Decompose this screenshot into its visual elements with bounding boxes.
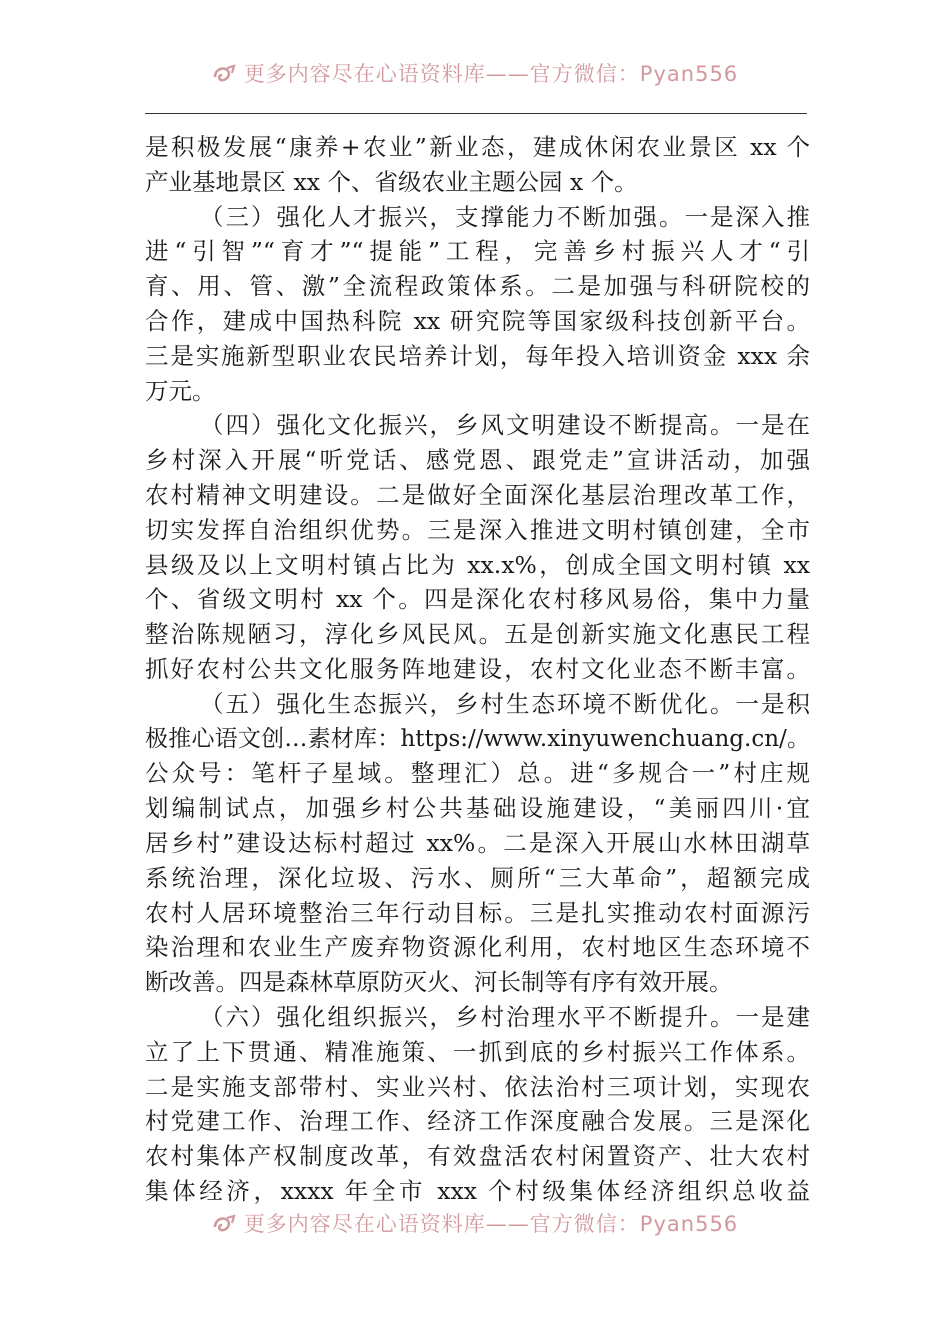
body-line: 居乡村”建设达标村超过 xx%。二是深入开展山水林田湖草	[145, 828, 810, 857]
body-line: 整治陈规陋习，淳化乡风民风。五是创新实施文化惠民工程	[145, 620, 810, 649]
logo-icon	[212, 1213, 238, 1235]
body-line: 公众号：笔杆子星域。整理汇）总。进“多规合一”村庄规	[145, 759, 810, 788]
body-line: （六）强化组织振兴，乡村治理水平不断提升。一是建	[200, 1002, 810, 1031]
body-line: 乡村深入开展“听党话、感党恩、跟党走”宣讲活动，加强	[145, 446, 810, 475]
body-line: 集体经济，xxxx 年全市 xxx 个村级集体经济组织总收益	[145, 1176, 810, 1205]
document-body	[145, 130, 810, 1209]
body-line: 划编制试点，加强乡村公共基础设施建设，“美丽四川·宜	[145, 794, 810, 823]
body-line: （三）强化人才振兴，支撑能力不断加强。一是深入推	[200, 202, 810, 231]
body-line: 进“引智”“育才”“提能”工程，完善乡村振兴人才“引	[145, 237, 810, 266]
footer-watermark	[0, 1208, 950, 1238]
body-line: 村党建工作、治理工作、经济工作深度融合发展。三是深化	[145, 1107, 810, 1136]
body-line: 万元。	[145, 376, 216, 405]
body-line: 切实发挥自治组织优势。三是深入推进文明村镇创建，全市	[145, 515, 810, 544]
body-line: （五）强化生态振兴，乡村生态环境不断优化。一是积	[200, 689, 810, 718]
header-rule	[145, 113, 807, 114]
body-line: 个、省级文明村 xx 个。四是深化农村移风易俗，集中力量	[145, 585, 810, 614]
body-line: 断改善。四是森林草原防灭火、河长制等有序有效开展。	[145, 968, 733, 997]
body-line: （四）强化文化振兴，乡风文明建设不断提高。一是在	[200, 411, 810, 440]
watermark-text: 更多内容尽在心语资料库——官方微信：Pyan556	[243, 1212, 739, 1236]
body-line: 立了上下贯通、精准施策、一抓到底的乡村振兴工作体系。	[145, 1037, 810, 1066]
logo-icon	[212, 63, 238, 85]
body-line: 合作，建成中国热科院 xx 研究院等国家级科技创新平台。	[145, 306, 810, 335]
body-line: 农村人居环境整治三年行动目标。三是扎实推动农村面源污	[145, 898, 810, 927]
body-line: 二是实施支部带村、实业兴村、依法治村三项计划，实现农	[145, 1072, 810, 1101]
body-line: 县级及以上文明村镇占比为 xx.x%，创成全国文明村镇 xx	[145, 550, 810, 579]
header-watermark	[0, 58, 950, 88]
body-line: 三是实施新型职业农民培养计划，每年投入培训资金 xxx 余	[145, 341, 810, 370]
body-line: 系统治理，深化垃圾、污水、厕所“三大革命”，超额完成	[145, 863, 810, 892]
body-line: 是积极发展“康养+农业”新业态，建成休闲农业景区 xx 个	[145, 133, 810, 161]
body-line: 染治理和农业生产废弃物资源化利用，农村地区生态环境不	[145, 933, 810, 962]
body-line: 育、用、管、激”全流程政策体系。二是加强与科研院校的	[145, 272, 810, 301]
body-line: 农村集体产权制度改革，有效盘活农村闲置资产、壮大农村	[145, 1142, 810, 1171]
body-line: 抓好农村公共文化服务阵地建设，农村文化业态不断丰富。	[145, 654, 810, 683]
watermark-text: 更多内容尽在心语资料库——官方微信：Pyan556	[243, 62, 739, 86]
body-line: 产业基地景区 xx 个、省级农业主题公园 x 个。	[145, 167, 638, 196]
body-line: 农村精神文明建设。二是做好全面深化基层治理改革工作，	[145, 480, 810, 509]
body-line: 极推心语文创…素材库：https://www.xinyuwenchuang.cn/。	[145, 725, 810, 752]
